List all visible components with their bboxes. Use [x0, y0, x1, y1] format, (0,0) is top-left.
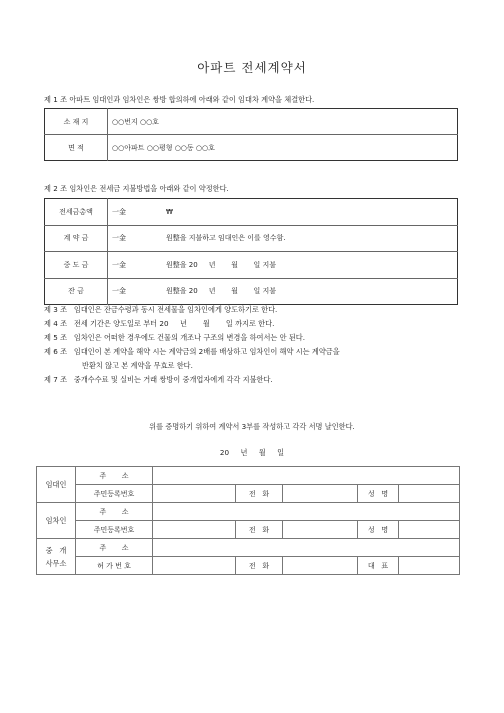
broker-label-line1: 중 개	[45, 545, 67, 555]
landlord-phone-field[interactable]	[283, 485, 358, 503]
clause-4: 제 4 조 전세 기간은 양도일로 부터 20 년 월 일 까지로 한다.	[44, 319, 275, 328]
broker-license-label: 허 가 번 호	[76, 557, 153, 575]
broker-office-label	[37, 539, 76, 575]
broker-license-field[interactable]	[153, 557, 236, 575]
broker-phone-field[interactable]	[283, 557, 358, 575]
broker-address-field[interactable]	[153, 539, 460, 557]
tenant-rrn-field[interactable]	[153, 521, 236, 539]
landlord-name-field[interactable]	[399, 485, 460, 503]
landlord-address-label: 주 소	[76, 467, 153, 485]
middle-label: 중 도 금	[45, 252, 108, 279]
tenant-address-label: 주 소	[76, 503, 153, 521]
property-table	[44, 108, 458, 161]
tenant-phone-field[interactable]	[283, 521, 358, 539]
clause-6: 제 6 조 임대인이 본 계약을 해약 시는 계약금의 2배를 배상하고 임차인이 해약 시는 계약금을	[44, 347, 340, 356]
attestation-text: 위를 증명하기 위하여 계약서 3부를 작성하고 각각 서명 날인한다.	[149, 422, 355, 431]
payment-table	[44, 198, 458, 305]
area-label: 면 적	[45, 135, 108, 161]
landlord-phone-label: 전 화	[236, 485, 283, 503]
clause-3: 제 3 조 임대인은 잔금수령과 동시 전세물을 임차인에게 양도하기로 한다.	[44, 305, 278, 314]
broker-phone-label: 전 화	[236, 557, 283, 575]
landlord-rrn-label: 주민등록번호	[76, 485, 153, 503]
balance-label: 잔 금	[45, 278, 108, 305]
balance-amount: 一金	[112, 287, 126, 296]
clause-2: 제 2 조 임차인은 전세금 지불방법을 아래와 같이 약정한다.	[44, 184, 229, 193]
landlord-rrn-field[interactable]	[153, 485, 236, 503]
total-amount: 一金	[112, 207, 126, 216]
tenant-rrn-label: 주민등록번호	[76, 521, 153, 539]
signature-table	[36, 466, 460, 575]
landlord-label: 임대인	[37, 467, 76, 503]
tenant-address-field[interactable]	[153, 503, 460, 521]
area-value: ○○아파트 ○○평형 ○○동 ○○호	[108, 135, 458, 161]
middle-amount: 一金	[112, 260, 126, 269]
contract-date: 20 년 월 일	[219, 448, 285, 457]
clause-5: 제 5 조 임차인은 어떠한 경우에도 건물의 개조나 구조의 변경을 하여서는 안 된다.	[44, 333, 306, 342]
landlord-name-label: 성 명	[358, 485, 399, 503]
landlord-address-field[interactable]	[153, 467, 460, 485]
broker-address-label: 주 소	[76, 539, 153, 557]
broker-label-line2: 사무소	[45, 558, 67, 568]
location-value: ○○번지 ○○호	[112, 117, 159, 126]
deposit-note: 원整을 지불하고 임대인은 이를 영수함.	[166, 234, 286, 243]
deposit-amount: 一金	[112, 234, 126, 243]
total-label: 전세금총액	[45, 199, 108, 226]
tenant-name-label: 성 명	[358, 521, 399, 539]
middle-note: 원整을 20 년 월 일 지불	[166, 260, 276, 269]
document-title: 아파트 전세계약서	[197, 60, 307, 75]
broker-rep-label: 대 표	[358, 557, 399, 575]
total-currency: ₩	[166, 207, 173, 216]
tenant-name-field[interactable]	[399, 521, 460, 539]
tenant-phone-label: 전 화	[236, 521, 283, 539]
clause-6-continued: 반환치 않고 본 계약을 무효로 한다.	[82, 361, 193, 370]
broker-rep-field[interactable]	[399, 557, 460, 575]
tenant-label: 임차인	[37, 503, 76, 539]
location-label: 소 재 지	[45, 109, 108, 135]
balance-note: 원整을 20 년 월 일 지불	[166, 287, 276, 296]
deposit-label: 계 약 금	[45, 225, 108, 252]
clause-7: 제 7 조 중개수수료 및 실비는 거래 쌍방이 중개업자에게 각각 지불한다.	[44, 375, 273, 384]
clause-1: 제 1 조 아파트 임대인과 임차인은 쌍방 합의하에 아래와 같이 임대차 계약을 체결한다.	[44, 95, 315, 104]
